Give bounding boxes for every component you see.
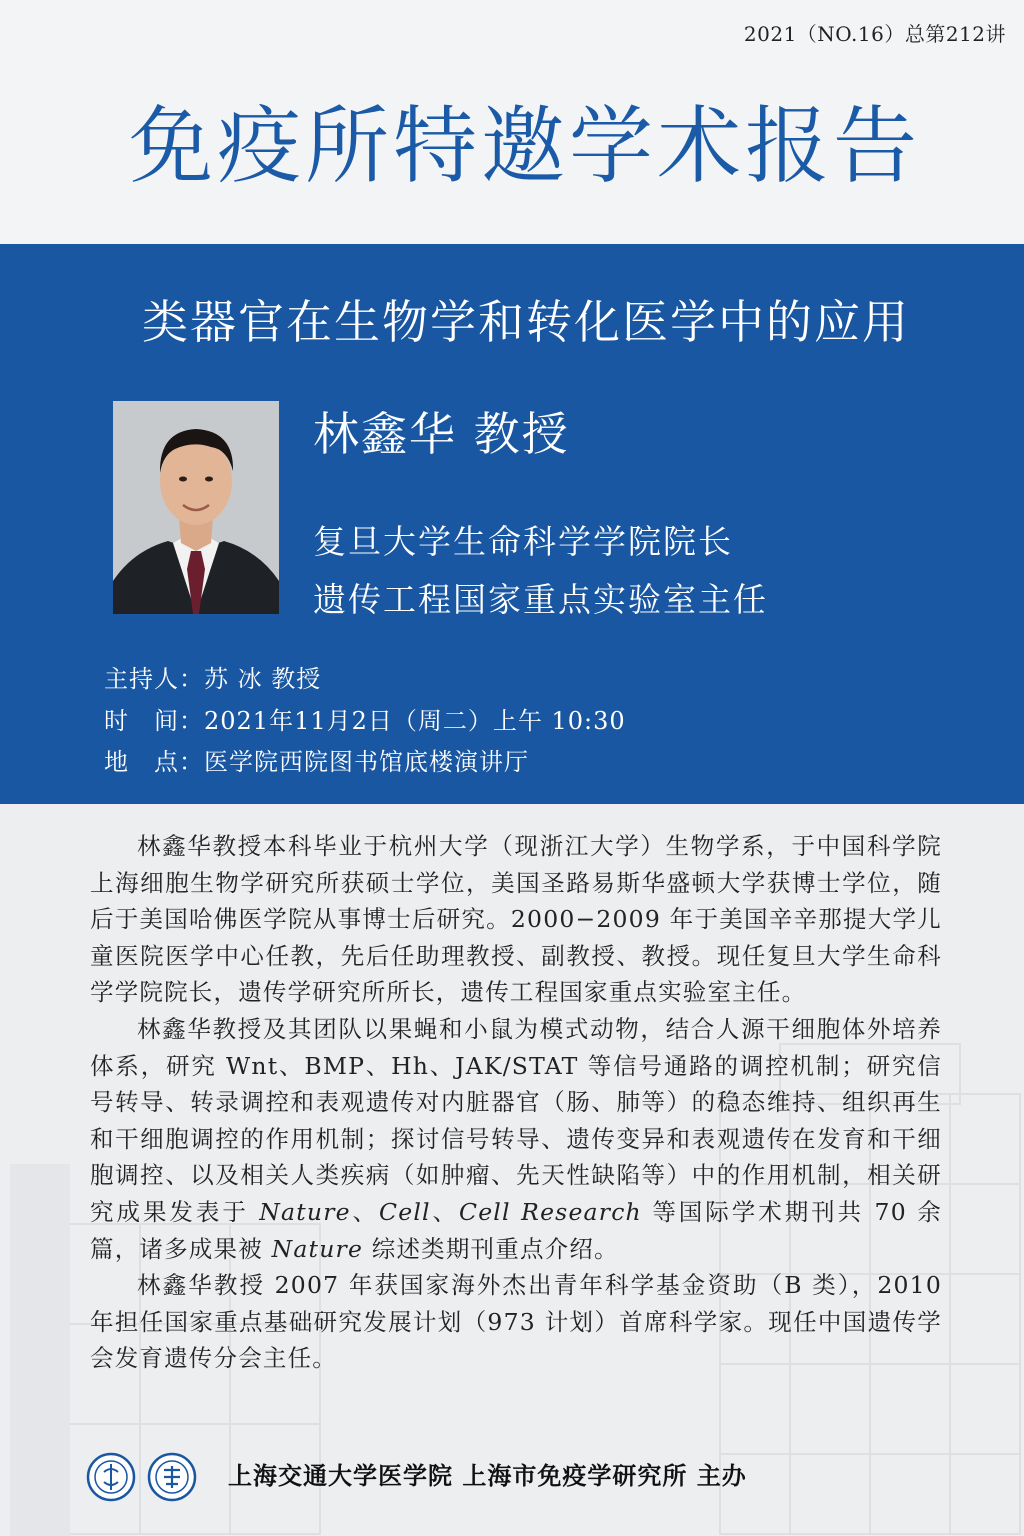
footer	[0, 1446, 1024, 1526]
bio-paragraph-3: 林鑫华教授 2007 年获国家海外杰出青年科学基金资助（B 类），2010 年担任国家重点基础研究发展计划（973 计划）首席科学家。现任中国遗传学会发育遗传分会主任。	[90, 1271, 942, 1373]
talk-info-band	[0, 244, 1024, 804]
speaker-affiliation-2: 遗传工程国家重点实验室主任	[313, 580, 768, 619]
bio-text	[90, 828, 942, 1377]
series-number: 2021（NO.16）总第212讲	[743, 22, 1006, 46]
main-title: 免疫所特邀学术报告	[128, 97, 921, 195]
bio-paragraph-2-part-b: 等国际学术期刊共 70 余篇，诸多成果被	[90, 1197, 942, 1263]
time-value: 2021年11月2日（周二）上午 10:30	[204, 707, 626, 735]
time-label: 时 间：	[104, 707, 204, 735]
shanghai-immunology-institute-logo-icon	[147, 1452, 197, 1502]
place-label: 地 点：	[104, 748, 204, 776]
bio-paragraph-2-part-a: 林鑫华教授及其团队以果蝇和小鼠为模式动物，结合人源干细胞体外培养体系，研究 Wnt、BMP、Hh、JAK/STAT 等信号通路的调控机制；研究信号转导、转录调控和表观遗传对内脏器官（肠、肺等）的稳态维持、组织再生和干细胞调控的作用机制；探讨信号转导、遗传变异和表观遗传在发育和干细胞调控、以及相关人类疾病（如肿瘤、先天性缺陷等）中的作用机制，相关研究成果发表于	[90, 1014, 942, 1226]
place-value: 医学院西院图书馆底楼演讲厅	[204, 748, 529, 776]
speaker-photo	[113, 401, 279, 614]
organizer-text: 上海交通大学医学院 上海市免疫学研究所 主办	[228, 1461, 747, 1490]
host-row	[104, 664, 321, 694]
journal-nature-review: Nature	[271, 1234, 364, 1263]
place-row	[104, 747, 529, 777]
speaker-affiliation-1: 复旦大学生命科学学院院长	[313, 522, 733, 561]
poster-header	[0, 0, 1024, 244]
journal-separator: 、	[350, 1197, 380, 1226]
bio-section	[0, 804, 1024, 1536]
bio-paragraph-1: 林鑫华教授本科毕业于杭州大学（现浙江大学）生物学系，于中国科学院上海细胞生物学研究所获硕士学位，美国圣路易斯华盛顿大学获博士学位，随后于美国哈佛医学院从事博士后研究。2000−2009 年于美国辛辛那提大学儿童医院医学中心任教，先后任助理教授、副教授、教授。现任复旦大学生命科学学院院长，遗传学研究所所长，遗传工程国家重点实验室主任。	[90, 832, 942, 1007]
speaker-name: 林鑫华 教授	[313, 407, 570, 461]
host-label: 主持人：	[104, 665, 204, 693]
sjtu-medical-school-logo-icon	[86, 1452, 136, 1502]
journal-separator: 、	[430, 1197, 460, 1226]
journal-cell-research: Cell Research	[459, 1197, 642, 1226]
bio-paragraph-2	[90, 1011, 942, 1267]
journal-cell: Cell	[379, 1197, 431, 1226]
journal-nature: Nature	[259, 1197, 351, 1226]
talk-title: 类器官在生物学和转化医学中的应用	[142, 295, 910, 349]
bio-paragraph-2-part-c: 综述类期刊重点介绍。	[363, 1234, 619, 1263]
host-value: 苏 冰 教授	[204, 665, 322, 693]
time-row	[104, 706, 626, 736]
